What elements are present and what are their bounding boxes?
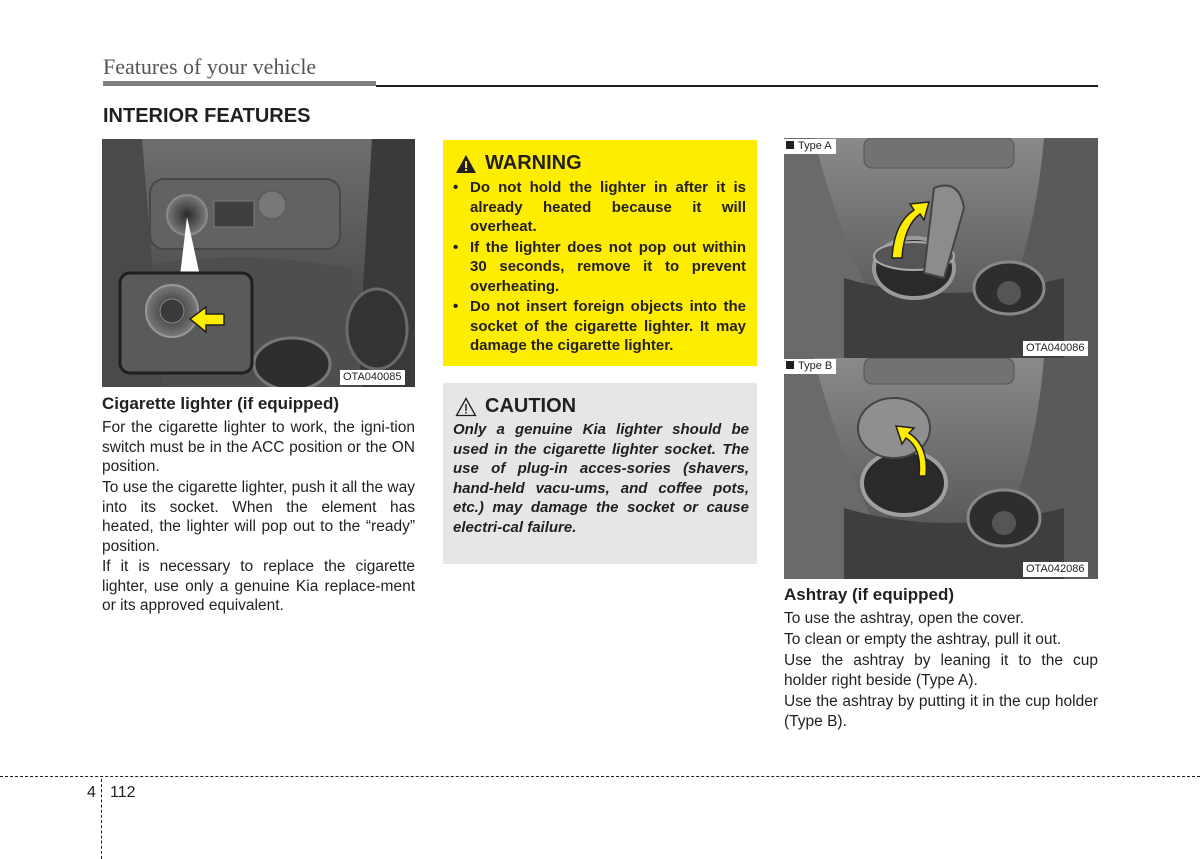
section-title: INTERIOR FEATURES bbox=[103, 105, 311, 127]
caution-text: Only a genuine Kia lighter should be used in the cigarette lighter socket. The use of plug-in acces-sories (shavers, hand-held vacu-ums, and coffee pots, etc.) may damage the socket or cause electri-cal failure. bbox=[453, 421, 749, 536]
page-number: 112 bbox=[110, 784, 136, 801]
lighter-paragraph-3: If it is necessary to replace the cigarette lighter, use only a genuine Kia replace-ment or its approved equivalent. bbox=[102, 558, 415, 614]
ashtray-paragraph-4: Use the ashtray by putting it in the cup holder (Type B). bbox=[784, 693, 1098, 730]
lighter-paragraph-2: To use the cigarette lighter, push it all the way into its socket. When the element has heated, the lighter will pop out to the “ready” position. bbox=[102, 479, 415, 555]
image-code-type-a: OTA040086 bbox=[1023, 341, 1088, 356]
type-a-marker bbox=[786, 141, 794, 149]
footer-divider bbox=[0, 776, 1200, 777]
caution-title bbox=[455, 395, 576, 418]
cigarette-lighter-heading: Cigarette lighter (if equipped) bbox=[102, 394, 340, 413]
warning-item: • Do not insert foreign objects into the socket of the cigarette lighter. It may damage the cigarette lighter. bbox=[453, 297, 746, 356]
warning-list bbox=[453, 178, 746, 357]
warning-box bbox=[443, 140, 757, 366]
caution-triangle-icon bbox=[455, 397, 477, 417]
ashtray-paragraph-1: To use the ashtray, open the cover. bbox=[784, 610, 1025, 627]
header-rule-thick bbox=[103, 81, 376, 86]
ashtray-type-b-photo bbox=[784, 358, 1098, 579]
lighter-paragraph-1: For the cigarette lighter to work, the igni-tion switch must be in the ACC position or the ON position. bbox=[102, 419, 415, 475]
warning-title bbox=[455, 152, 582, 175]
cigarette-lighter-photo bbox=[102, 139, 415, 387]
caution-box bbox=[443, 383, 757, 564]
warning-label: WARNING bbox=[485, 152, 582, 174]
type-b-label: Type B bbox=[798, 360, 833, 372]
ashtray-type-a-photo bbox=[784, 138, 1098, 358]
ashtray-heading: Ashtray (if equipped) bbox=[784, 585, 955, 604]
header-rule-thin bbox=[376, 85, 1098, 87]
type-a-tag bbox=[784, 139, 836, 154]
type-b-marker bbox=[786, 361, 794, 369]
image-code-type-b: OTA042086 bbox=[1023, 562, 1088, 577]
image-code-lighter: OTA040085 bbox=[340, 370, 405, 385]
footer-vertical-divider bbox=[101, 779, 102, 859]
caution-label: CAUTION bbox=[485, 395, 577, 417]
ashtray-paragraph-2: To clean or empty the ashtray, pull it out. bbox=[784, 631, 1062, 648]
ashtray-paragraph-3: Use the ashtray by leaning it to the cup holder right beside (Type A). bbox=[784, 652, 1098, 689]
type-a-label: Type A bbox=[798, 140, 832, 152]
chapter-number: 4 bbox=[87, 784, 96, 801]
warning-item: • If the lighter does not pop out within 30 seconds, remove it to prevent overheating. bbox=[453, 238, 746, 297]
warning-triangle-icon bbox=[455, 154, 477, 174]
page-header-title: Features of your vehicle bbox=[103, 54, 317, 79]
type-b-tag bbox=[784, 359, 836, 374]
warning-item: • Do not hold the lighter in after it is already heated because it will overheat. bbox=[453, 178, 746, 237]
